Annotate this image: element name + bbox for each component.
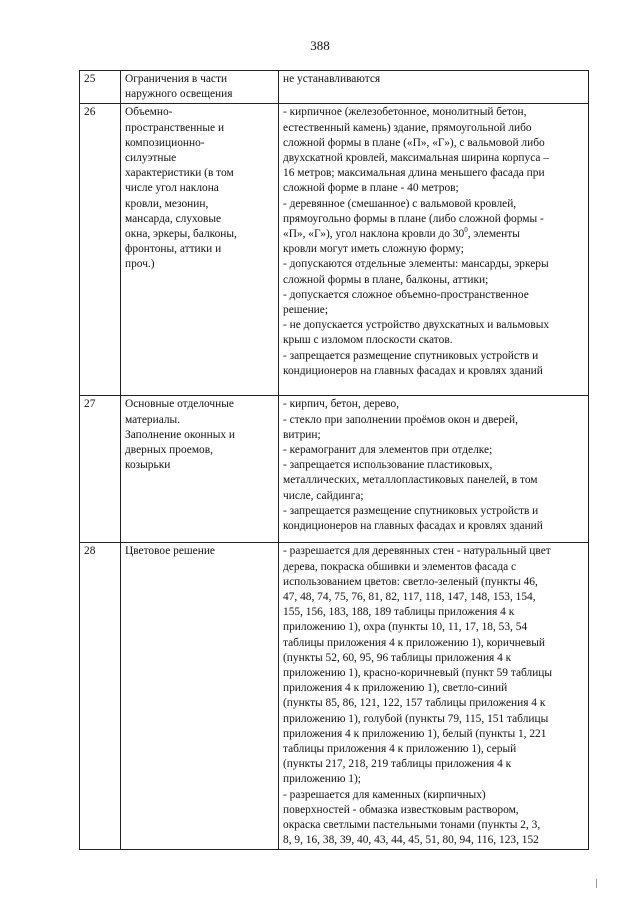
row-number: 25 [80, 71, 121, 104]
row-value [279, 104, 589, 396]
row-value-line: числе, сайдинга; [283, 489, 364, 502]
row-value-line: кондиционеров на главных фасадах и кровлях зданий [283, 520, 543, 533]
row-title-line: Основные отделочные [125, 398, 234, 411]
row-value-line: решение; [283, 304, 328, 317]
row-value-line: - допускается сложное объемно-пространственное [283, 288, 529, 301]
row-title-line: фронтоны, аттики и [125, 243, 222, 256]
row-value-line: использованием цветов: светло-зеленый (пункты 46, [283, 575, 538, 588]
degree-superscript: 0 [464, 226, 468, 235]
row-value-line: - кирпичное (железобетонное, монолитный бетон, [283, 106, 527, 119]
row-number: 28 [80, 543, 121, 850]
row-value-line: приложения 4 к приложению 1), светло-синий [283, 682, 508, 695]
row-value-line: - допускаются отдельные элементы: мансарды, эркеры [283, 258, 549, 271]
row-title-line: дверных проемов, [125, 444, 213, 457]
row-value-line: - запрещается размещение спутниковых устройств и [283, 349, 539, 362]
document-table [79, 70, 589, 850]
row-value-line: приложения 4 к приложению 1), белый (пункты 1, 221 [283, 727, 547, 740]
row-value-line: - керамогранит для элементов при отделке; [283, 444, 493, 457]
row-value-line: кровли могут иметь сложную форму; [283, 243, 464, 256]
row-title-line: Цветовое решение [125, 545, 215, 558]
row-value-text: , элементы [467, 228, 520, 241]
row-value-line-with-degree [283, 227, 584, 242]
scan-mark [596, 879, 597, 888]
row-value-line: - кирпич, бетон, дерево, [283, 398, 400, 411]
row-value-line: приложению 1), охра (пункты 10, 11, 17, 18, 53, 54 [283, 621, 528, 634]
row-number: 27 [80, 396, 121, 543]
row-title-line: кровли, мезонин, [125, 197, 209, 210]
row-title-line: числе угол наклона [125, 182, 219, 195]
row-value [279, 396, 589, 543]
row-value-line: - разрешается для деревянных стен - натуральный цвет [283, 545, 551, 558]
row-value-line: не устанавливаются [283, 73, 381, 85]
row-value-line: прямоугольно формы в плане (либо сложной формы - [283, 212, 544, 225]
row-value-line: крыш с изломом плоскости скатов. [283, 334, 453, 347]
row-value-text: «П», «Г»), угол наклона кровли до 30 [283, 228, 465, 241]
row-title-line: композиционно- [125, 136, 205, 149]
row-title-line: Заполнение оконных и [125, 428, 236, 441]
row-value-line: - запрещается размещение спутниковых устройств и [283, 504, 539, 517]
table-row [80, 543, 589, 850]
row-value-line: (пункты 217, 218, 219 таблицы приложения 4 к [283, 758, 512, 771]
row-title-line: козырьки [125, 459, 171, 472]
row-value [279, 71, 589, 104]
row-title-line: наружного освещения [125, 88, 233, 101]
row-value-line: - разрешается для каменных (кирпичных) [283, 788, 486, 801]
row-value-line: 8, 9, 16, 38, 39, 40, 43, 44, 45, 51, 80, 94, 116, 123, 152 [283, 834, 539, 847]
row-title-line: проч.) [125, 258, 155, 271]
row-value-line: (пункты 52, 60, 95, 96 таблицы приложения 4 к [283, 651, 512, 664]
row-value [279, 543, 589, 850]
row-title-line: пространственные и [125, 121, 225, 134]
row-title-line: мансарда, слуховые [125, 212, 222, 225]
row-title-line: окна, эркеры, балконы, [125, 228, 237, 241]
row-value-line: 16 метров; максимальная длина меньшего фасада при [283, 167, 545, 180]
row-value-line: - стекло при заполнении проёмов окон и дверей, [283, 413, 519, 426]
row-value-line: витрин; [283, 428, 321, 441]
row-value-line: приложению 1), голубой (пункты 79, 115, 151 таблицы [283, 712, 549, 725]
row-value-line: кондиционеров на главных фасадах и кровлях зданий [283, 364, 543, 377]
row-value-line: сложной формы в плане («П», «Г»), с вальмовой либо [283, 136, 545, 149]
row-value-line: двухскатной кровлей, максимальная ширина корпуса – [283, 152, 549, 165]
row-title-line: материалы. [125, 413, 181, 426]
row-title [121, 104, 279, 396]
row-value-line: 47, 48, 74, 75, 76, 81, 82, 117, 118, 147, 148, 153, 154, [283, 591, 536, 604]
row-value-line: таблицы приложения 4 к приложению 1), коричневый [283, 636, 545, 649]
row-value-line: таблицы приложения 4 к приложению 1), серый [283, 743, 517, 756]
row-value-line: приложению 1); [283, 773, 361, 786]
row-title-line: Объемно- [125, 106, 173, 119]
row-value-line: сложной форме в плане - 40 метров; [283, 182, 459, 195]
row-value-line: поверхностей - обмазка известковым раствором, [283, 803, 519, 816]
row-value-line: 155, 156, 183, 188, 189 таблицы приложения 4 к [283, 606, 515, 619]
row-value-line: - запрещается использование пластиковых, [283, 459, 493, 472]
row-value-line: - не допускается устройство двухскатных и вальмовых [283, 319, 550, 332]
row-value-line: металлических, металлопластиковых панелей, в том [283, 474, 538, 487]
row-value-line: окраска светлыми пастельными тонами (пункты 2, 3, [283, 819, 541, 832]
row-title [121, 543, 279, 850]
page-number: 388 [310, 38, 330, 53]
row-value-line: приложению 1), красно-коричневый (пункт 59 таблицы [283, 667, 553, 680]
row-value-line: естественный камень) здание, прямоугольной либо [283, 121, 532, 134]
row-title-line: Ограничения в части [125, 73, 228, 85]
row-value-line: - деревянное (смешанное) с вальмовой кровлей, [283, 197, 517, 210]
row-value-line: (пункты 85, 86, 121, 122, 157 таблицы приложения 4 к [283, 697, 546, 710]
table-row [80, 71, 589, 104]
row-title [121, 71, 279, 104]
table-row [80, 396, 589, 543]
row-value-line: дерева, покраска обшивки и элементов фасада с [283, 560, 517, 573]
row-title-line: силуэтные [125, 152, 177, 165]
row-value-line: сложной формы в плане, балконы, аттики; [283, 273, 489, 286]
row-number: 26 [80, 104, 121, 396]
table-row [80, 104, 589, 396]
row-title [121, 396, 279, 543]
row-title-line: характеристики (в том [125, 167, 234, 180]
